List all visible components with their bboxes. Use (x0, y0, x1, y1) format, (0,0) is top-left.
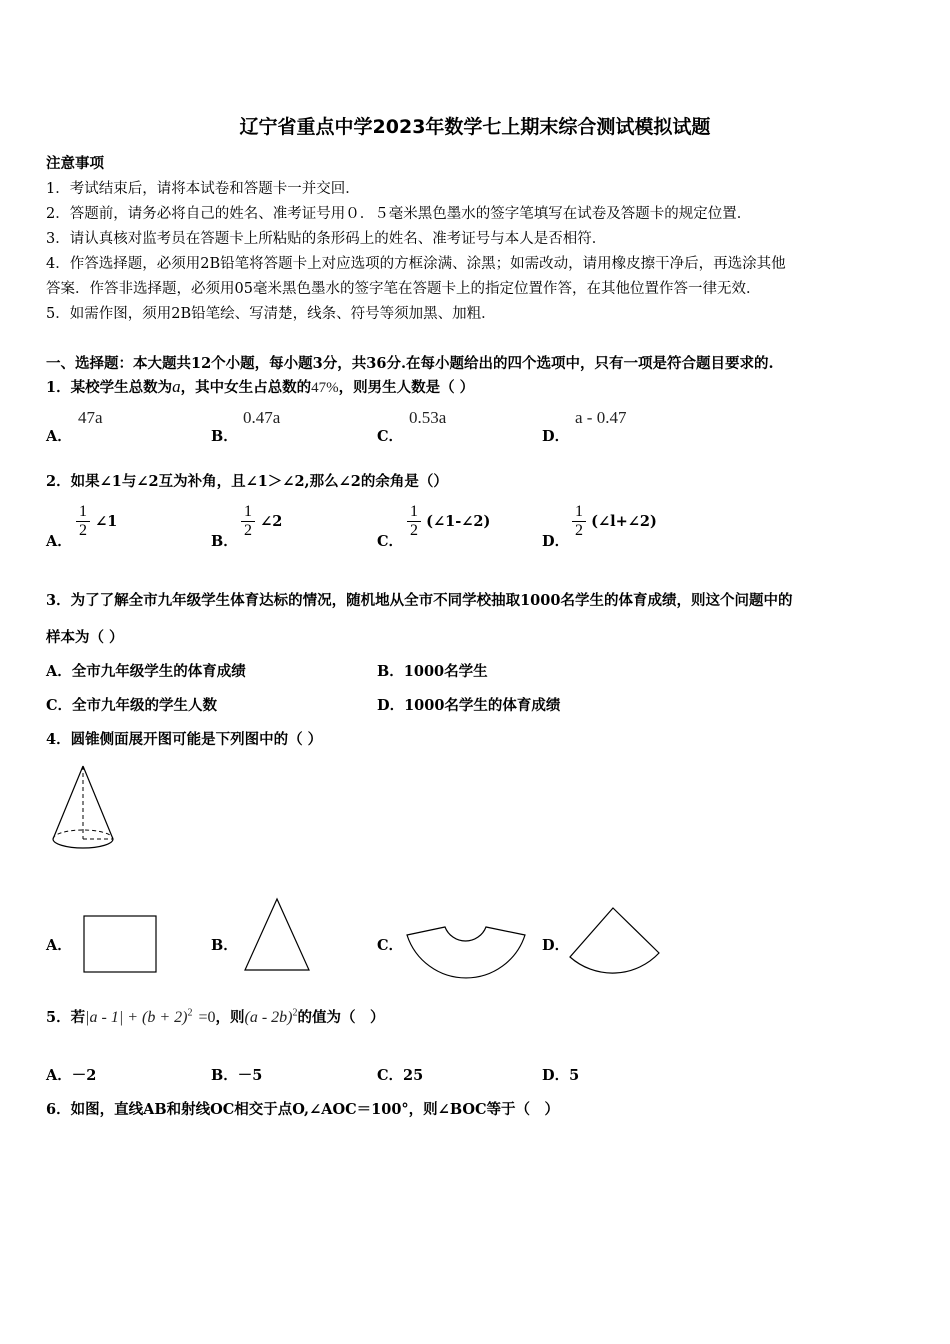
question-4-stem: 4．圆锥侧面展开图可能是下列图中的（ ） (46, 731, 323, 748)
q1-option-d-label: D． (542, 428, 570, 445)
question-2-stem: 2．如果∠1与∠2互为补角，且∠1＞∠2,那么∠2的余角是（） (46, 473, 448, 490)
question-3-stem-line2: 样本为（ ） (46, 629, 124, 646)
notice-item: 4．作答选择题，必须用2B铅笔将答题卡上对应选项的方框涂满、涂黑；如需改动，请用橡皮擦干净后，再选涂其他 (46, 256, 786, 272)
notice-item: 5．如需作图，须用2B铅笔绘、写清楚，线条、符号等须加黑、加粗． (46, 306, 496, 322)
q5-option-c-label: C． (377, 1067, 404, 1084)
q2-option-b-label: B． (211, 533, 238, 550)
section-heading: 一、选择题：本大题共12个小题，每小题3分，共36分.在每小题给出的四个选项中，只有一项是符合题目要求的. (46, 355, 774, 372)
q3-option-c-label: C． (46, 697, 73, 714)
q3-option-a-label: A． (46, 663, 72, 680)
q5-option-c (377, 1064, 423, 1085)
q4-option-b-label: B． (211, 937, 238, 954)
fraction-numerator: 1 (241, 503, 255, 522)
q2-option-c-value (407, 503, 490, 540)
q3-option-a (46, 660, 246, 681)
q5-option-a (46, 1064, 96, 1085)
q5-option-c-text: 25 (403, 1067, 424, 1084)
question-1-stem (46, 376, 474, 397)
q1-option-a-value: 47a (78, 408, 103, 427)
q4-option-a-label: A． (46, 937, 72, 954)
q2-option-b-value (241, 503, 282, 540)
notice-heading: 注意事项 (46, 155, 104, 172)
q1-mid: ，其中女生占总数的 (180, 379, 312, 396)
q1-option-b-label: B． (211, 428, 238, 445)
q2-option-d-value (572, 503, 657, 540)
fraction-denominator: 2 (575, 522, 583, 539)
q2-option-a-label: A． (46, 533, 72, 550)
fraction-numerator: 1 (407, 503, 421, 522)
fraction-denominator: 2 (244, 522, 252, 539)
q1-option-a-label: A． (46, 428, 72, 445)
annular-sector-icon (404, 922, 528, 976)
q3-option-a-text: 全市九年级学生的体育成绩 (71, 663, 246, 680)
q5-post: 的值为（ ） (297, 1009, 385, 1026)
q5-option-b-text: －5 (237, 1067, 263, 1084)
q4-option-c-label: C． (377, 937, 404, 954)
q5-option-b (211, 1064, 262, 1085)
q4-option-d-label: D． (542, 937, 570, 954)
q2-option-c-label: C． (377, 533, 404, 550)
fraction-denominator: 2 (410, 522, 418, 539)
q2-option-d-tail: (∠l+∠2) (591, 513, 657, 530)
q2-option-c-tail: (∠1-∠2) (426, 513, 491, 530)
square-icon (83, 915, 157, 973)
q5-option-a-text: －2 (71, 1067, 97, 1084)
q3-option-d-label: D． (377, 697, 405, 714)
q2-option-b-tail: ∠2 (260, 513, 283, 530)
notice-item: 答案．作答非选择题，必须用05毫米黑色墨水的签字笔在答题卡上的指定位置作答，在其他位置作答一律无效． (46, 281, 761, 297)
q1-percent: 47% (311, 380, 339, 396)
notice-item: 3．请认真核对监考员在答题卡上所粘贴的条形码上的姓名、准考证号与本人是否相符． (46, 231, 607, 247)
q1-option-b-value: 0.47a (243, 408, 281, 427)
q5-equals: =0 (198, 1009, 216, 1026)
q5-option-d (542, 1064, 579, 1085)
q5-mid: ，则 (215, 1009, 245, 1026)
q1-option-c-value: 0.53a (409, 408, 447, 427)
q3-option-b-label: B． (377, 663, 404, 680)
q5-option-b-label: B． (211, 1067, 238, 1084)
q2-option-a-tail: ∠1 (95, 513, 118, 530)
q5-option-d-label: D． (542, 1067, 570, 1084)
fraction-denominator: 2 (79, 522, 87, 539)
question-5-stem (46, 1006, 384, 1027)
q1-pre: 1．某校学生总数为 (46, 379, 173, 396)
q3-option-d-text: 1000名学生的体育成绩 (404, 697, 561, 714)
q3-option-c (46, 694, 217, 715)
notice-item: 2．答题前，请务必将自己的姓名、准考证号用０．５毫米黑色墨水的签字笔填写在试卷及答题卡的规定位置． (46, 206, 752, 222)
fraction-numerator: 1 (76, 503, 90, 522)
cone-figure (48, 760, 120, 860)
question-6-stem: 6．如图，直线AB和射线OC相交于点O,∠AOC＝100°，则∠BOC等于（ ） (46, 1101, 560, 1118)
q3-option-d (377, 694, 560, 715)
page-title: 辽宁省重点中学2023年数学七上期末综合测试模拟试题 (239, 116, 711, 138)
q3-option-b-text: 1000名学生 (403, 663, 488, 680)
q2-option-a-value (76, 503, 117, 540)
q1-option-c-label: C． (377, 428, 404, 445)
q3-option-c-text: 全市九年级的学生人数 (72, 697, 218, 714)
notice-item: 1．考试结束后，请将本试卷和答题卡一并交回． (46, 181, 360, 197)
q5-exponent-1: 2 (187, 1007, 193, 1019)
fraction-numerator: 1 (572, 503, 586, 522)
q5-exponent-2: 2 (292, 1007, 298, 1019)
triangle-icon (244, 898, 310, 972)
q5-option-a-label: A． (46, 1067, 72, 1084)
q5-pre: 5．若 (46, 1009, 86, 1026)
q1-var: a (172, 377, 181, 396)
question-3-stem-line1: 3．为了了解全市九年级学生体育达标的情况，随机地从全市不同学校抽取1000名学生的体育成绩，则这个问题中的 (46, 592, 793, 609)
q5-expression-1: |a - 1| + (b + 2) (85, 1009, 188, 1026)
q3-option-b (377, 660, 488, 681)
q5-expression-2: (a - 2b) (244, 1009, 293, 1026)
q1-option-d-value: a - 0.47 (575, 408, 627, 427)
q2-option-d-label: D． (542, 533, 570, 550)
sector-icon (568, 906, 662, 976)
q1-post: ，则男生人数是（ ） (338, 379, 475, 396)
q5-option-d-text: 5 (569, 1067, 580, 1084)
